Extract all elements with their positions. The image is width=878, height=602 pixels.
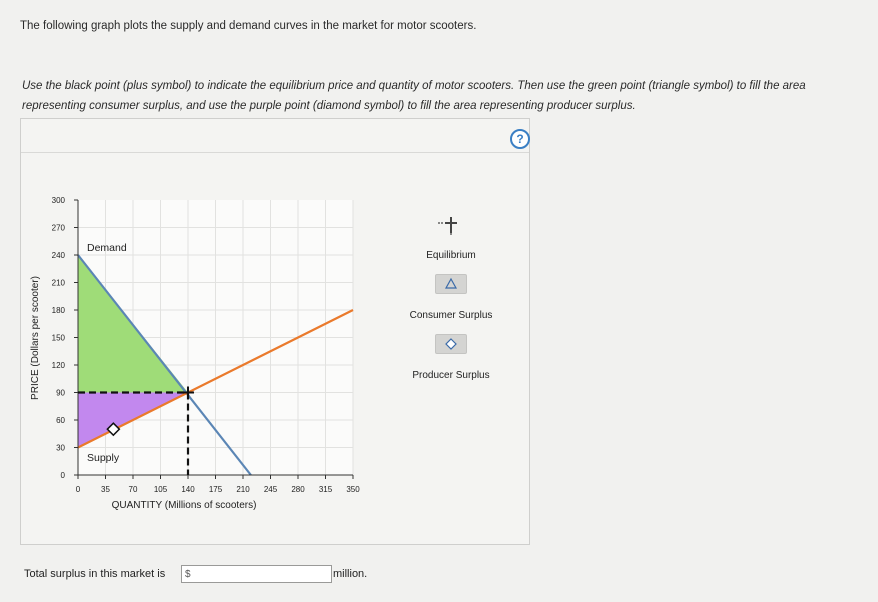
x-tick-label: 175 bbox=[208, 485, 223, 494]
x-axis-label: QUANTITY (Millions of scooters) bbox=[111, 500, 257, 511]
producer-surplus-tool[interactable] bbox=[435, 334, 467, 354]
supply-curve-label: Supply bbox=[87, 452, 120, 464]
x-tick-label: 350 bbox=[346, 485, 360, 494]
total-surplus-input[interactable] bbox=[181, 565, 332, 583]
help-button[interactable]: ? bbox=[510, 129, 530, 149]
producer-surplus-tool-label: Producer Surplus bbox=[412, 370, 490, 381]
x-tick-label: 0 bbox=[75, 485, 81, 494]
y-tick-label: 30 bbox=[56, 443, 65, 453]
y-tick-label: 240 bbox=[51, 251, 65, 260]
y-tick-label: 180 bbox=[51, 306, 65, 315]
total-surplus-prefix: Total surplus in this market is bbox=[24, 568, 166, 580]
y-tick-label: 150 bbox=[51, 333, 65, 343]
x-tick-label: 315 bbox=[318, 485, 333, 494]
y-tick-label: 120 bbox=[51, 361, 65, 370]
intro-text: The following graph plots the supply and demand curves in the market for motor scooters. bbox=[20, 20, 477, 32]
y-axis-label: PRICE (Dollars per scooter) bbox=[30, 276, 41, 400]
x-tick-label: 210 bbox=[236, 485, 250, 494]
y-tick-label: 0 bbox=[60, 471, 65, 480]
x-tick-label: 105 bbox=[153, 485, 168, 494]
y-tick-label: 60 bbox=[56, 416, 65, 425]
consumer-surplus-tool[interactable] bbox=[435, 274, 467, 294]
y-tick-label: 270 bbox=[51, 223, 65, 233]
x-tick-label: 280 bbox=[291, 485, 305, 494]
total-surplus-suffix: million. bbox=[333, 568, 368, 580]
plus-icon[interactable] bbox=[438, 217, 457, 235]
equilibrium-tool-label: Equilibrium bbox=[426, 250, 476, 261]
y-tick-label: 300 bbox=[51, 196, 65, 205]
triangle-icon bbox=[436, 275, 466, 293]
x-tick-label: 245 bbox=[263, 485, 278, 494]
consumer-surplus-tool-label: Consumer Surplus bbox=[409, 310, 493, 321]
y-tick-label: 210 bbox=[51, 278, 65, 288]
diamond-icon bbox=[436, 335, 466, 353]
instructions-text: Use the black point (plus symbol) to indicate the equilibrium price and quantity of motor scooters. Then use the green point (triangle symbol) to fill the area representing consumer surplus, and use the purple point (diamond symbol) to fill the area representing producer surplus. bbox=[22, 80, 806, 112]
x-tick-label: 70 bbox=[128, 485, 138, 494]
x-tick-label: 35 bbox=[101, 485, 110, 494]
x-tick-label: 140 bbox=[181, 485, 195, 494]
demand-curve-label: Demand bbox=[87, 242, 127, 254]
supply-demand-chart[interactable] bbox=[21, 119, 529, 544]
y-tick-label: 90 bbox=[56, 388, 65, 398]
graph-panel bbox=[20, 118, 530, 545]
